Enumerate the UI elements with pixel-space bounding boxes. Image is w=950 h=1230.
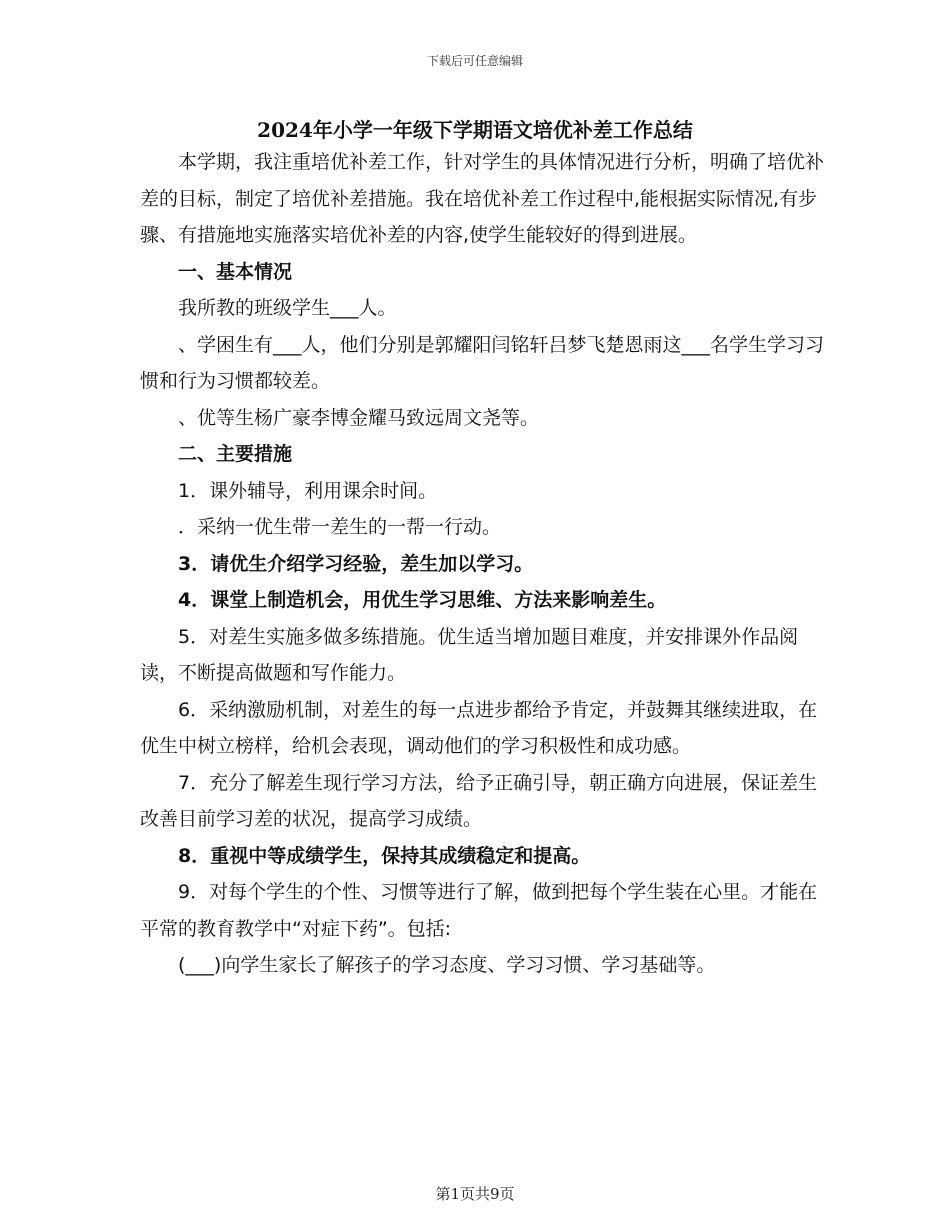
paragraph-struggling-students: 、学困生有___人，他们分别是郭耀阳闫铭轩吕梦飞楚恩雨这___名学生学习习惯和行为习惯都较差。 (140, 333, 825, 392)
measure-item-2: ．采纳一优生带一差生的一帮一行动。 (178, 516, 502, 538)
intro-paragraph: 本学期，我注重培优补差工作，针对学生的具体情况进行分析，明确了培优补差的目标，制定了培优补差措施。我在培优补差工作过程中,能根据实际情况,有步骤、有措施地实施落实培优补差的内容,使学生能较好的得到进展。 (140, 151, 825, 246)
measure-item-6: 6．采纳激励机制，对差生的每一点进步都给予肯定，并鼓舞其继续进取，在优生中树立榜样，给机会表现，调动他们的学习积极性和成功感。 (140, 698, 818, 757)
measure-item-9: 9．对每个学生的个性、习惯等进行了解，做到把每个学生装在心里。才能在平常的教育教学中“对症下药”。包括: (140, 881, 818, 940)
measure-item-7: 7．充分了解差生现行学习方法，给予正确引导，朝正确方向进展，保证差生改善目前学习差的状况，提高学习成绩。 (140, 771, 818, 830)
measure-item-3: 3．请优生介绍学习经验，差生加以学习。 (178, 552, 534, 575)
section-heading-measures: 二、主要措施 (178, 443, 293, 465)
measure-item-8: 8．重视中等成绩学生，保持其成绩稳定和提高。 (178, 844, 591, 867)
document-title: 2024年小学一年级下学期语文培优补差工作总结 (257, 118, 693, 142)
measure-item-4: 4．课堂上制造机会，用优生学习思维、方法来影响差生。 (178, 589, 667, 611)
header-note: 下载后可任意编辑 (426, 54, 523, 68)
measure-sub-item: (___)向学生家长了解孩子的学习态度、学习习惯、学习基础等。 (178, 954, 716, 976)
paragraph-top-students: 、优等生杨广豪李博金耀马致远周文尧等。 (178, 406, 540, 429)
document-body (140, 144, 825, 984)
paragraph-class-size: 我所教的班级学生___人。 (178, 297, 397, 319)
section-heading-basic: 一、基本情况 (178, 260, 293, 283)
measure-item-1: 1．课外辅导，利用课余时间。 (178, 479, 438, 502)
page-footer: 第1页共9页 (435, 1185, 515, 1203)
measure-item-5: 5．对差生实施多做多练措施。优生适当增加题目难度，并安排课外作品阅读，不断提高做题和写作能力。 (140, 625, 799, 684)
